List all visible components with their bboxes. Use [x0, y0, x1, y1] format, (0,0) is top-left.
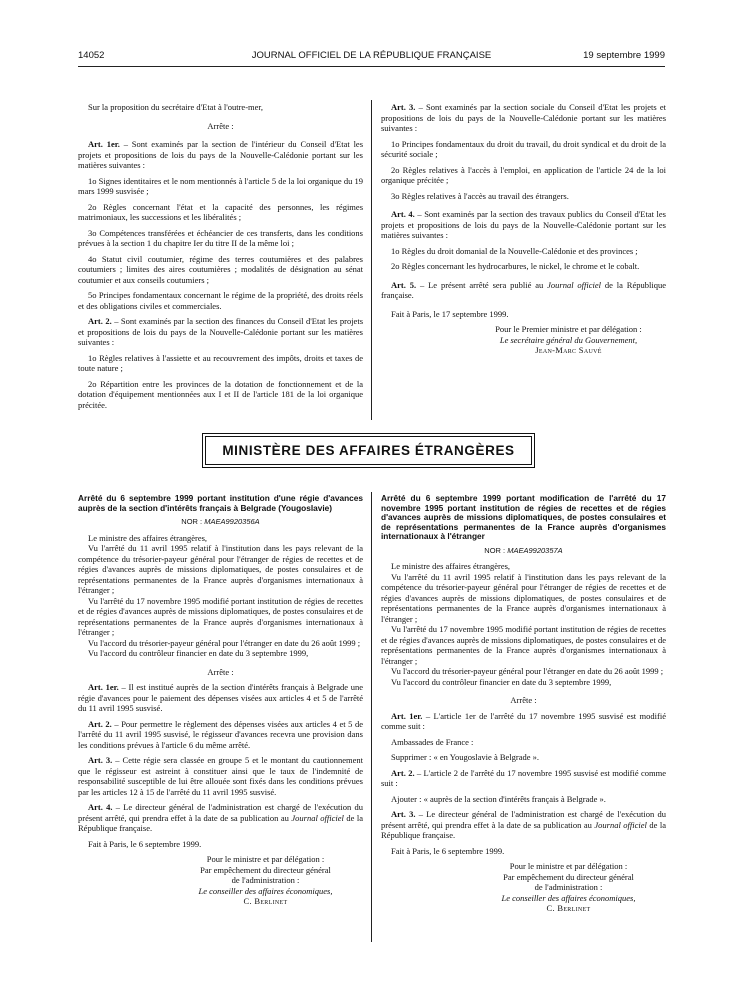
signatory-name: Jean-Marc Sauvé: [535, 345, 602, 355]
visa-paragraph: Vu l'arrêté du 17 novembre 1995 modifié portant institution de régies de recettes et de régies d'avances auprès de missions diplomatiques, de postes consulaires et de représentations permanentes de la France auprès d'organismes internationaux à l'étranger ;: [78, 595, 363, 638]
intro-paragraph: Sur la proposition du secrétaire d'Etat à l'outre-mer,: [88, 102, 264, 112]
signature-line: Pour le Premier ministre et par délégation :: [495, 324, 642, 334]
decree-title: Arrêté du 6 septembre 1999 portant institution d'une régie d'avances auprès de la section d'intérêts français à Belgrade (Yougoslavie): [78, 493, 363, 513]
visa-paragraph: Vu l'accord du contrôleur financier en date du 3 septembre 1999,: [88, 648, 309, 659]
top-left-column: [78, 102, 363, 410]
visa-paragraph: Vu l'accord du trésorier-payeur général pour l'étranger en date du 26 août 1999 ;: [391, 666, 664, 677]
done-at: Fait à Paris, le 17 septembre 1999.: [391, 308, 509, 319]
page-number: 14052: [78, 50, 105, 61]
article-2: [78, 719, 363, 751]
article-label: Art. 4.: [391, 209, 415, 219]
article-text: – Sont examinés par la section de l'intérieur du Conseil d'Etat les projets et propositions de lois du pays de la Nouvelle-Calédonie portant sur les matières suivantes :: [78, 139, 364, 170]
article-1: [381, 711, 666, 732]
article-text: – Le présent arrêté sera publié au: [416, 279, 548, 290]
article-text: – L'article 1er de l'arrêté du 17 novembre 1995 susvisé est modifié comme suit :: [381, 710, 666, 732]
list-item: 5o Principes fondamentaux concernant le régime de la propriété, des droits réels et des obligations civiles et commerciales.: [78, 290, 363, 311]
article-text: – Sont examinés par la section sociale du Conseil d'Etat les projets et propositions de lois du pays de la Nouvelle-Calédonie portant sur les matières suivantes :: [381, 102, 666, 133]
article-text: – Il est institué auprès de la section d'intérêts français à Belgrade une régie d'avances pour le paiement des dépenses visées aux articles 4 et 5 de l'arrêté du 11 avril 1995 susvisé.: [78, 682, 363, 714]
signature-line: de l'administration :: [534, 882, 603, 893]
list-item: 3o Compétences transférées et échéancier de ces transferts, dans les conditions prévues à la section 1 du chapitre Ier du titre II de la même loi ;: [78, 227, 363, 248]
journal-reference: Journal officiel: [291, 812, 344, 823]
sub-paragraph: Supprimer : « en Yougoslavie à Belgrade ».: [391, 752, 540, 763]
article-4: [78, 802, 363, 834]
journal-title: JOURNAL OFFICIEL DE LA RÉPUBLIQUE FRANÇAISE: [251, 50, 492, 61]
done-at: Fait à Paris, le 6 septembre 1999.: [391, 845, 505, 856]
signature-title: Le secrétaire général du Gouvernement,: [499, 334, 638, 345]
article-1: [78, 139, 363, 171]
article-text: – Le directeur général de l'administration est chargé de l'exécution du présent arrêté, qui prendra effet à la date de sa publication au: [78, 802, 363, 823]
article-5: [381, 280, 666, 301]
signatory-name: C. Berlinet: [243, 896, 288, 907]
signature-line: de l'administration :: [231, 875, 300, 886]
article-2: [381, 768, 666, 789]
signature-line: Par empêchement du directeur général: [503, 871, 634, 882]
article-text: de la République française.: [381, 279, 666, 300]
article-2: [78, 316, 363, 348]
signature-line: Pour le ministre et par délégation :: [206, 854, 325, 865]
signatory-name: C. Berlinet: [546, 903, 591, 914]
visa-paragraph: Vu l'arrêté du 17 novembre 1995 modifié portant institution de régies de recettes et de régies d'avances auprès de missions diplomatiques, de postes consulaires et de représentations permanentes de la France auprès d'organismes internationaux à l'étranger ;: [381, 624, 666, 666]
article-4: [381, 209, 666, 241]
page-header: [78, 50, 665, 64]
nor-label: NOR :: [484, 545, 508, 555]
issue-date: 19 septembre 1999: [583, 50, 665, 61]
header-rule: [78, 66, 665, 67]
visa-paragraph: Vu l'accord du contrôleur financier en date du 3 septembre 1999,: [391, 676, 612, 687]
article-label: Art. 2.: [88, 718, 112, 729]
signature-title: Le conseiller des affaires économiques,: [501, 892, 636, 903]
nor-reference: [381, 546, 666, 557]
article-3: [381, 809, 666, 841]
signature-line: Pour le ministre et par délégation :: [509, 861, 628, 872]
article-3: [78, 755, 363, 797]
article-text: de la République française.: [381, 819, 666, 841]
nor-code: MAEA9920357A: [507, 545, 563, 555]
list-item: 4o Statut civil coutumier, régime des terres coutumières et des palabres coutumiers ; limites des aires coutumières ; modalités de désignation au sénat coutumier et aux conseils coutumiers ;: [78, 253, 363, 285]
list-item: 2o Règles relatives à l'accès à l'emploi, en application de l'article 24 de la loi organique précitée ;: [381, 164, 666, 185]
article-label: Art. 1er.: [88, 139, 120, 149]
article-text: – Sont examinés par la section des travaux publics du Conseil d'Etat les projets et propositions de lois du pays de la Nouvelle-Calédonie portant sur les matières suivantes :: [381, 209, 666, 240]
article-label: Art. 3.: [391, 809, 416, 820]
column-divider: [371, 492, 372, 942]
signature-line: Par empêchement du directeur général: [200, 864, 331, 875]
article-label: Art. 2.: [391, 767, 415, 778]
article-text: – L'article 2 de l'arrêté du 17 novembre 1995 susvisé est modifié comme suit :: [381, 767, 666, 789]
article-1: [78, 682, 363, 714]
visa-paragraph: Le ministre des affaires étrangères,: [391, 561, 511, 572]
article-label: Art. 2.: [88, 316, 112, 326]
journal-reference: Journal officiel: [594, 819, 647, 830]
article-label: Art. 4.: [88, 802, 113, 813]
article-text: – Pour permettre le règlement des dépenses visées aux articles 4 et 5 de l'arrêté du 11 avril 1995 susvisé, le régisseur d'avances recevra une provision dans les conditions prévues à l'article 6 du même arrêté.: [78, 718, 363, 750]
list-item: 3o Règles relatives à l'accès au travail des étrangers.: [391, 190, 569, 201]
arrete-heading: Arrête :: [510, 695, 537, 706]
column-divider: [371, 100, 372, 420]
article-text: – Le directeur général de l'administration est chargé de l'exécution du présent arrêté, qui prendra effet à la date de sa publication au: [381, 809, 666, 830]
visa-paragraph: Vu l'arrêté du 11 avril 1995 relatif à l'institution dans les pays relevant de la compétence du trésorier-payeur général pour l'étranger de régies de recettes et de régies d'avances auprès de missions diplomatiques, de postes consulaires et de représentations permanentes de la France auprès d'organismes internationaux à l'étranger ;: [78, 543, 363, 596]
article-text: – Sont examinés par la section des finances du Conseil d'Etat les projets et propositions de lois du pays de la Nouvelle-Calédonie portant sur les matières suivantes :: [78, 316, 363, 347]
sub-paragraph: Ajouter : « auprès de la section d'intérêts français à Belgrade ».: [391, 793, 606, 804]
journal-reference: Journal officiel: [547, 279, 602, 290]
article-label: Art. 3.: [88, 755, 113, 766]
list-item: 1o Signes identitaires et le nom mentionnés à l'article 5 de la loi organique du 19 mars 1999 susvisée ;: [78, 175, 363, 196]
article-text: de la République française.: [78, 812, 363, 834]
top-right-column: [381, 102, 666, 356]
nor-label: NOR :: [181, 517, 205, 527]
done-at: Fait à Paris, le 6 septembre 1999.: [88, 838, 202, 849]
nor-code: MAEA9920356A: [204, 517, 260, 527]
arrete-heading: Arrête :: [207, 666, 234, 677]
list-item: 2o Règles concernant l'état et la capacité des personnes, les régimes matrimoniaux, les successions et les libéralités ;: [78, 201, 363, 222]
list-item: 2o Répartition entre les provinces de la dotation de fonctionnement et de la dotation d'équipement mentionnées aux I et II de l'article 181 de la loi organique précitée.: [78, 378, 363, 410]
article-text: – Cette régie sera classée en groupe 5 et le montant du cautionnement que le régisseur est astreint à constituer ainsi que le taux de l'indemnité de responsabilité susceptible de lui être allouée sont fixés dans les conditions prévues par les articles 12 à 15 de l'arrêté du 11 avril 1995 susvisé.: [78, 755, 363, 797]
article-3: [381, 102, 666, 134]
visa-paragraph: Le ministre des affaires étrangères,: [88, 532, 208, 543]
list-item: 1o Règles relatives à l'assiette et au recouvrement des impôts, droits et taxes de toute nature ;: [78, 352, 363, 373]
visa-paragraph: Vu l'accord du trésorier-payeur général pour l'étranger en date du 26 août 1999 ;: [88, 637, 361, 648]
signature-title: Le conseiller des affaires économiques,: [198, 885, 333, 896]
bottom-right-column: [381, 494, 666, 914]
bottom-left-column: [78, 494, 363, 907]
sub-paragraph: Ambassades de France :: [391, 736, 474, 747]
list-item: 2o Règles concernant les hydrocarbures, le nickel, le chrome et le cobalt.: [391, 261, 640, 271]
visa-paragraph: Vu l'arrêté du 11 avril 1995 relatif à l'institution dans les pays relevant de la compétence du trésorier-payeur général pour l'étranger de régies de recettes et de régies d'avances auprès de missions diplomatiques, de postes consulaires et de représentations permanentes de la France auprès d'organismes internationaux à l'étranger ;: [381, 571, 666, 624]
article-label: Art. 1er.: [391, 710, 423, 721]
arrete-heading: Arrête :: [207, 120, 234, 131]
list-item: 1o Règles du droit domanial de la Nouvelle-Calédonie et des provinces ;: [391, 245, 638, 256]
decree-title: Arrêté du 6 septembre 1999 portant modification de l'arrêté du 17 novembre 1995 portant institution de régies de recettes et de régies d'avances auprès de missions diplomatiques, de postes consulaires et de représentations permanentes de la France auprès d'organismes internationaux à l'étranger: [381, 493, 666, 542]
article-label: Art. 5.: [391, 279, 417, 290]
list-item: 1o Principes fondamentaux du droit du travail, du droit syndical et du droit de la sécurité sociale ;: [381, 138, 666, 159]
ministry-heading: MINISTÈRE DES AFFAIRES ÉTRANGÈRES: [205, 436, 532, 465]
article-label: Art. 3.: [391, 102, 416, 112]
nor-reference: [78, 517, 363, 528]
article-label: Art. 1er.: [88, 682, 119, 693]
